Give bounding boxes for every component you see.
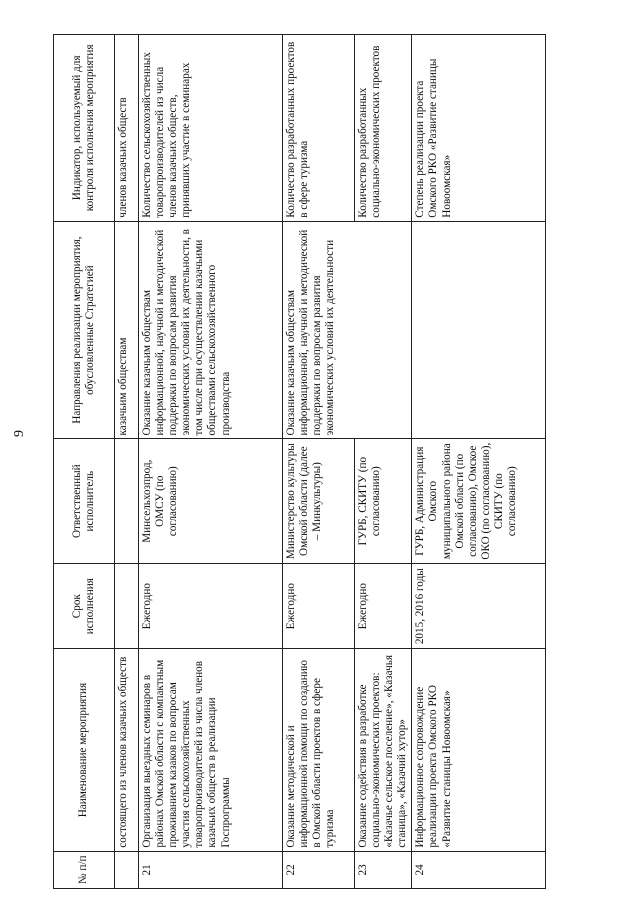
row-direction: Оказание казачьим обществам информационной, научной и методической поддержки по вопросам развития экономических условий их деятельности, в том числе при осуществлении казачьими обществами сельскохозяйственного производства [139, 221, 283, 439]
cont-name: состоящего из членов казачьих обществ [115, 649, 139, 851]
row-num: 22 [283, 851, 355, 888]
row-term: 2015, 2016 годы [412, 563, 546, 649]
row-direction [412, 221, 546, 439]
cont-term [115, 563, 139, 649]
row-term: Ежегодно [139, 563, 283, 649]
row-direction: Оказание казачьим обществам информационной, научной и методической поддержки по вопросам развития экономических условий их деятельности [283, 221, 412, 439]
cont-direction: казачьим обществам [115, 221, 139, 439]
cont-executor [115, 439, 139, 563]
page-number: 9 [12, 430, 27, 437]
measures-table [53, 34, 546, 889]
row-term: Ежегодно [355, 563, 412, 649]
table-row [283, 35, 355, 889]
row-num: 23 [355, 851, 412, 888]
header-indicator: Индикатор, используемый для контроля исполнения мероприятия [54, 35, 115, 222]
row-indicator: Количество сельскохозяйственных товаропроизводителей из числа членов казачьих обществ, принявших участие в семинарах [139, 35, 283, 222]
cont-num [115, 851, 139, 888]
rotated-table-container [53, 34, 626, 889]
header-name: Наименование мероприятия [54, 649, 115, 851]
row-name: Оказание содействия в разработке социально-экономических проектов: «Казачье сельское поселение», «Казачья станица», «Казачий хутор» [355, 649, 412, 851]
row-indicator: Количество разработанных социально-экономических проектов [355, 35, 412, 222]
row-executor: ГУРБ, Администрация Омского муниципального района Омской области (по согласованию), Омское ОКО (по согласованию), СКИТУ (по согласованию) [412, 439, 546, 563]
row-name: Информационное сопровождение реализации проекта Омского РКО «Развитие станицы Новоомская» [412, 649, 546, 851]
row-name: Оказание методической и информационной помощи по созданию в Омской области проектов в сфере туризма [283, 649, 355, 851]
row-indicator: Степень реализации проекта Омского РКО «Развитие станицы Новоомская» [412, 35, 546, 222]
table-row [355, 35, 412, 889]
row-term: Ежегодно [283, 563, 355, 649]
header-executor: Ответственный исполнитель [54, 439, 115, 563]
row-num: 24 [412, 851, 546, 888]
row-num: 21 [139, 851, 283, 888]
table-row [139, 35, 283, 889]
header-term: Срок исполнения [54, 563, 115, 649]
row-executor: Минсельхозпрод, ОМСУ (по согласованию) [139, 439, 283, 563]
row-executor: Министерство культуры Омской области (далее – Минкультуры) [283, 439, 355, 563]
header-row [54, 35, 115, 889]
header-num: № п/п [54, 851, 115, 888]
table-row [412, 35, 546, 889]
row-name: Организация выездных семинаров в районах Омской области с компактным проживанием казаков по вопросам участия сельскохозяйственных товаропроизводителей из числа членов казачьих обществ в реализации Госпрограммы [139, 649, 283, 851]
row-indicator: Количество разработанных проектов в сфере туризма [283, 35, 355, 222]
header-direction: Направления реализации мероприятия, обусловленные Стратегией [54, 221, 115, 439]
row-executor: ГУРБ, СКИТУ (по согласованию) [355, 439, 412, 563]
continuation-row [115, 35, 139, 889]
cont-indicator: членов казачьих обществ [115, 35, 139, 222]
